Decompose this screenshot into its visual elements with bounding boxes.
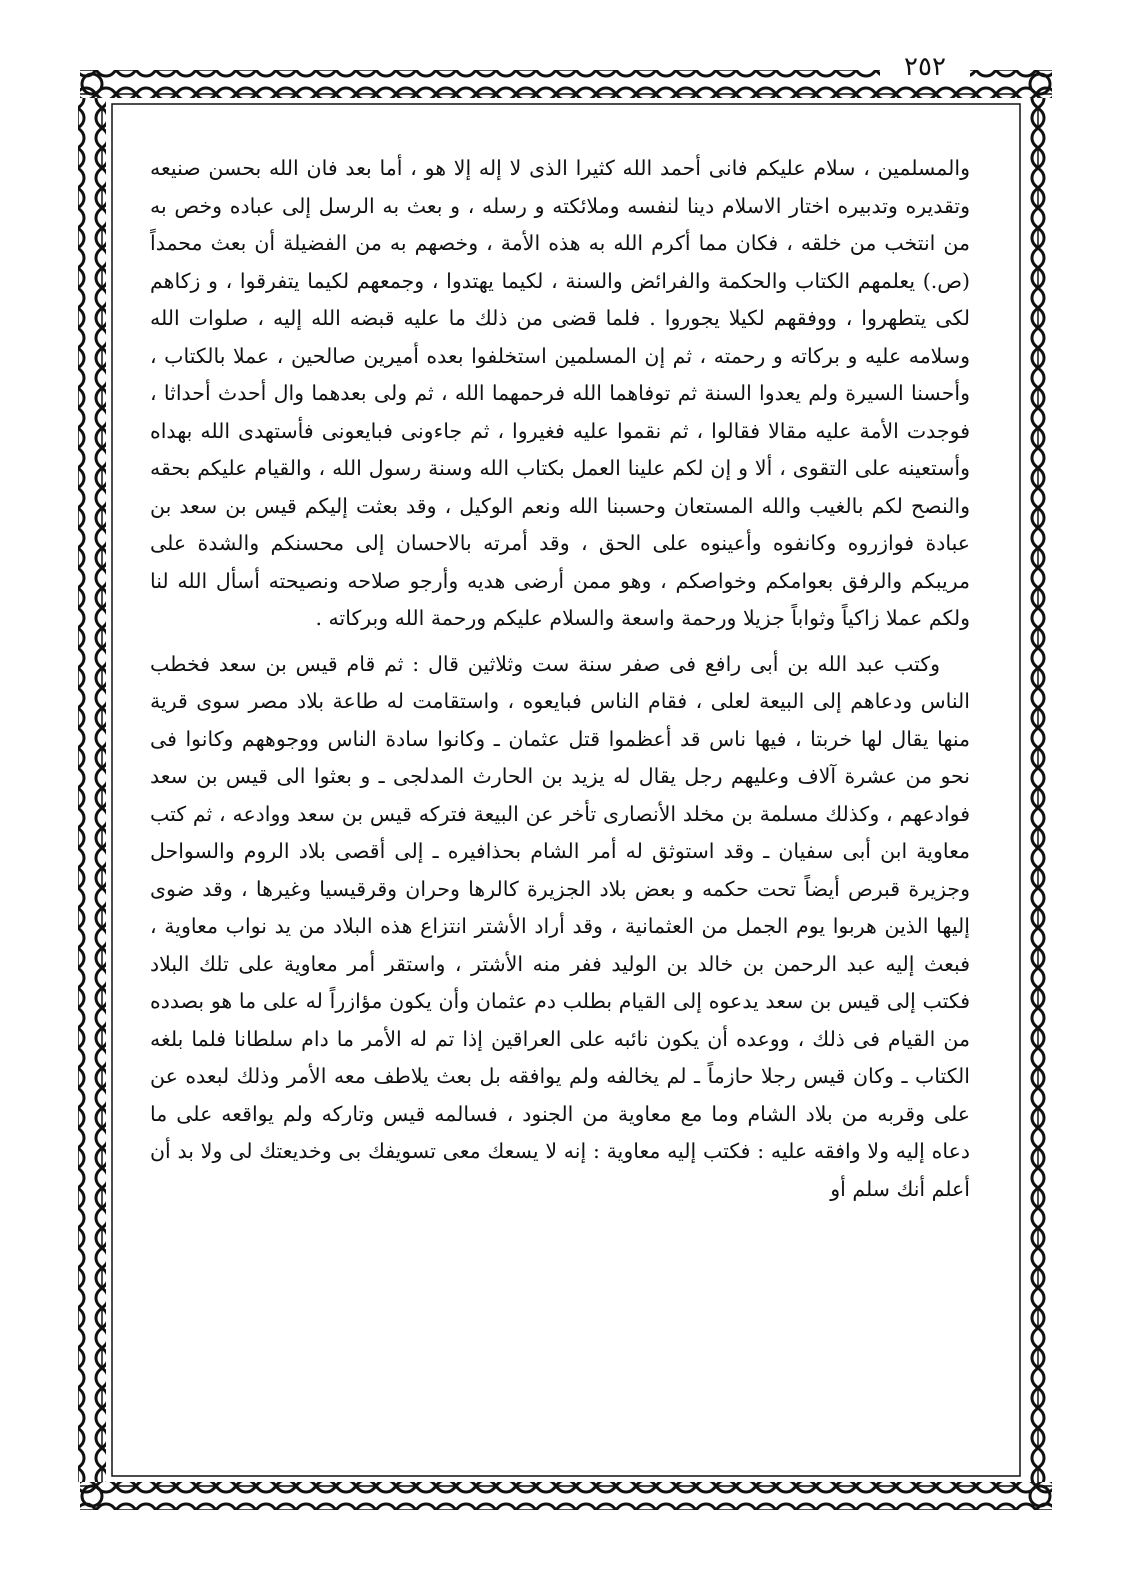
main-text [150,150,970,1450]
page-number: ٢٥٢ [880,52,970,82]
paragraph-narrative: وكتب عبد الله بن أبى رافع فى صفر سنة ست وثلاثين قال : ثم قام قيس بن سعد فخطب الناس ودعاهم إلى البيعة لعلى ، فقام الناس فبايعوه ، واستقامت له طاعة بلاد مصر سوى قرية منها يقال لها خربتا ، فيها ناس قد أعظموا قتل عثمان ـ وكانوا سادة الناس ووجوههم وكانوا فى نحو من عشرة آلاف وعليهم رجل يقال له يزيد بن الحارث المدلجى ـ و بعثوا الى قيس بن سعد فوادعهم ، وكذلك مسلمة بن مخلد الأنصارى تأخر عن البيعة فتركه قيس بن سعد ووادعه ، ثم كتب معاوية ابن أبى سفيان ـ وقد استوثق له أمر الشام بحذافيره ـ إلى أقصى بلاد الروم والسواحل وجزيرة قبرص أيضاً تحت حكمه و بعض بلاد الجزيرة كالرها وحران وقرقيسيا وغيرها ، وقد ضوى إليها الذين هربوا يوم الجمل من العثمانية ، وقد أراد الأشتر انتزاع هذه البلاد من يد نواب معاوية ، فبعث إليه عبد الرحمن بن خالد بن الوليد ففر منه الأشتر ، واستقر أمر معاوية على تلك البلاد فكتب إلى قيس بن سعد يدعوه إلى القيام بطلب دم عثمان وأن يكون مؤازراً له على ما هو بصدده من القيام فى ذلك ، ووعده أن يكون نائبه على العراقين إذا تم له الأمر ما دام سلطانا فلما بلغه الكتاب ـ وكان قيس رجلا حازماً ـ لم يخالفه ولم يوافقه بل بعث يلاطف معه الأمر وذلك لبعده عن على وقربه من بلاد الشام وما مع معاوية من الجنود ، فسالمه قيس وتاركه ولم يواقعه على ما دعاه إليه ولا وافقه عليه : فكتب إليه معاوية : إنه لا يسعك معى تسويفك بى وخديعتك لى ولا بد أن أعلم أنك سلم أو [150,651,971,1201]
paragraph-letter: والمسلمين ، سلام عليكم فانى أحمد الله كثيرا الذى لا إله إلا هو ، أما بعد فان الله بحسن صنيعه وتقديره وتدبيره اختار الاسلام دينا لنفسه وملائكته و رسله ، و بعث به الرسل إلى عباده وخص به من انتخب من خلقه ، فكان مما أكرم الله به هذه الأمة ، وخصهم به من الفضيلة أن بعث محمداً (ص.) يعلمهم الكتاب والحكمة والفرائض والسنة ، لكيما يهتدوا ، وجمعهم لكيما يتفرقوا ، و زكاهم لكى يتطهروا ، ووفقهم لكيلا يجوروا . فلما قضى من ذلك ما عليه قبضه الله إليه ، صلوات الله وسلامه عليه و بركاته و رحمته ، ثم إن المسلمين استخلفوا بعده أميرين صالحين ، عملا بالكتاب ، وأحسنا السيرة ولم يعدوا السنة ثم توفاهما الله فرحمهما الله ، ثم ولى بعدهما وال أحدث أحداثا ، فوجدت الأمة عليه مقالا فقالوا ، ثم نقموا عليه فغيروا ، ثم جاءونى فبايعونى فأستهدى الله بهداه وأستعينه على التقوى ، ألا و إن لكم علينا العمل بكتاب الله وسنة رسول الله ، والقيام عليكم بحقه والنصح لكم بالغيب والله المستعان وحسبنا الله ونعم الوكيل ، وقد بعثت إليكم قيس بن سعد بن عبادة فوازروه وكانفوه وأعينوه على الحق ، وقد أمرته بالاحسان إلى محسنكم والشدة على مريبكم والرفق بعوامكم وخواصكم ، وهو ممن أرضى هديه وأرجو صلاحه ونصيحته أسأل الله لنا ولكم عملا زاكياً وثواباً جزيلا ورحمة واسعة والسلام عليكم ورحمة الله وبركاته . [150,156,970,630]
